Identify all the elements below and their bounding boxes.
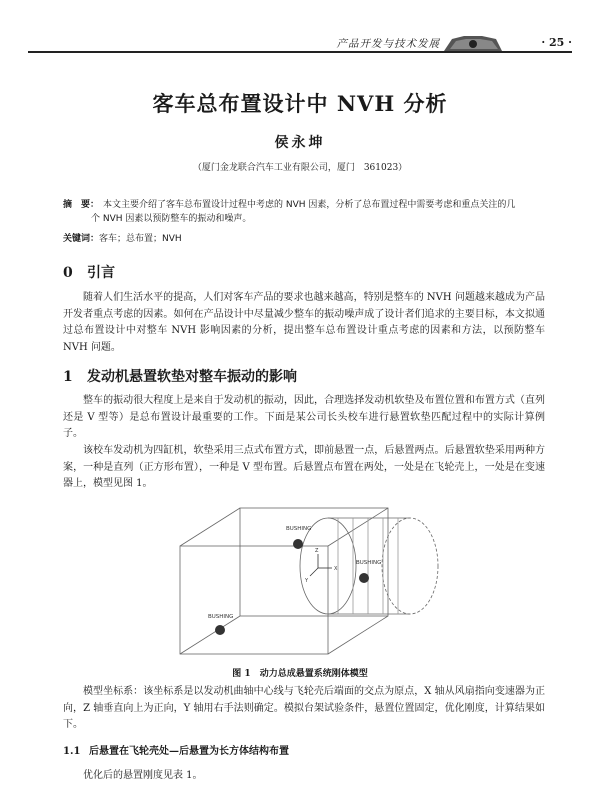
keywords-label: 关键词： [63,234,100,244]
section-title: 引言 [87,265,115,281]
introduction-paragraph: 随着人们生活水平的提高，人们对客车产品的要求也越来越高，特别是整车的 NVH 问题越来越成为产品开发者重点考虑的因素。如何在产品设计中尽量减少整车的振动噪声成了设计者们追求的主要目标，本文拟通过总布置设计中对整车 NVH 影响因素的分析，提出整车总布置设计重点考虑的因素和方法，以预防整车 NVH 问题。 [63,292,545,353]
section-title: 发动机悬置软垫对整车振动的影响 [87,369,297,385]
subsection-heading [63,742,289,757]
abstract-line-1 [63,198,541,212]
subsection-title: 后悬置在飞轮壳处—后悬置为长方体结构布置 [89,746,289,757]
frame-front-face [180,546,328,654]
article-title: 客车总布置设计中 NVH 分析 [152,91,448,116]
bushing-front-icon [215,625,225,635]
abstract-text-2: 个 NVH 因素以预防整车的振动和噪声。 [91,214,252,224]
running-header [28,33,572,55]
journal-section-title: 产品开发与技术发展 [336,38,440,50]
bushing-label-rear-right: BUSHING [356,560,382,566]
bushing-label-front: BUSHING [208,614,234,620]
bushing-rear-left-icon [293,539,303,549]
coordinate-system-paragraph: 模型坐标系：该坐标系是以发动机曲轴中心线与飞轮壳后端面的交点为原点，X 轴从风扇指向变速器为正向，Z 轴垂直向上为正向，Y 轴用右手法则确定。模拟台架试验条件，悬置位置固定，优化刚度，计算结果如下。 [63,686,545,730]
header-rule [28,51,572,53]
section-number: 1 [63,369,73,385]
author-name: 侯永坤 [274,135,326,151]
keywords-text: 客车；总布置；NVH [99,234,182,244]
engine-mount-paragraph-2: 该校车发动机为四缸机，软垫采用三点式布置方式，即前悬置一点，后悬置两点。后悬置软垫采用两种方案，一种是直列（正方形布置），一种是 V 型布置。后悬置点布置在两处，一处是在飞轮壳上，一处是在变速器上，模型见图 1。 [63,445,545,489]
subsection-number: 1.1 [63,746,81,757]
author-affiliation: （厦门金龙联合汽车工业有限公司，厦门 361023） [192,163,408,173]
abstract-text-1: 本文主要介绍了客车总布置设计过程中考虑的 NVH 因素，分析了总布置过程中需要考虑和重点关注的几 [103,200,516,210]
abstract [63,198,541,226]
powertrain-model-figure [178,506,568,658]
figure-caption: 图 1 动力总成悬置系统刚体模型 [232,669,368,679]
bushing-rear-right-icon [359,573,369,583]
header-ornament-icon [442,33,504,53]
bushing-label-rear-left: BUSHING [286,526,312,532]
section-heading-introduction [63,262,115,282]
page-number: · 25 · [541,36,572,49]
keywords [63,231,182,244]
table-reference-line: 优化后的悬置刚度见表 1。 [83,770,203,781]
section-number: 0 [63,265,73,281]
abstract-label: 摘 要： [63,200,100,210]
section-heading-engine-mount [63,366,297,386]
axis-label-x: X [334,566,338,572]
axis-label-y: Y [305,578,309,584]
axis-label-z: Z [315,548,319,554]
engine-mount-paragraph-1: 整车的振动很大程度上是来自于发动机的振动，因此，合理选择发动机软垫及布置位置和布置方式（直列还是 V 型等）是总布置设计最重要的工作。下面是某公司长头校车进行悬置软垫匹配过程中的实际计算例子。 [63,395,545,439]
